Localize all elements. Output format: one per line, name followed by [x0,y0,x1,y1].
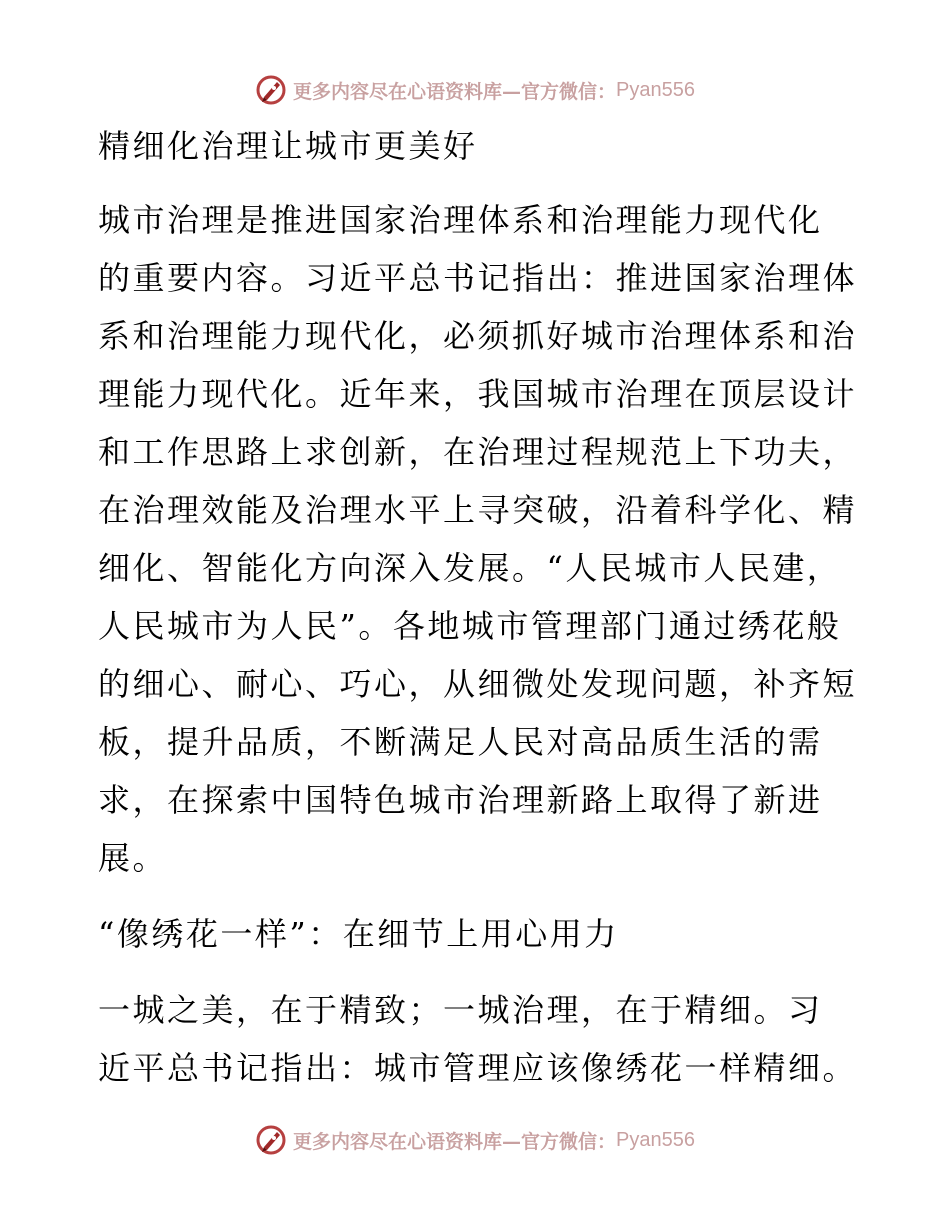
paragraph-line: 理能力现代化。近年来，我国城市治理在顶层设计 [98,375,858,413]
watermark-wechat-id: Pyan556 [616,1128,695,1151]
pen-logo-icon [255,74,287,106]
paragraph-line: 城市治理是推进国家治理体系和治理能力现代化 [98,201,823,239]
section-subheading: “像绣花一样”：在细节上用心用力 [98,915,619,953]
watermark-text: 更多内容尽在心语资料库—官方微信： [293,1130,617,1153]
watermark-text: 更多内容尽在心语资料库—官方微信： [293,80,617,103]
document-title: 精细化治理让城市更美好 [98,127,478,165]
paragraph-line: 展。 [98,839,168,877]
paragraph-line: 在治理效能及治理水平上寻突破，沿着科学化、精 [98,491,858,529]
paragraph-line: 板，提升品质，不断满足人民对高品质生活的需 [98,723,823,761]
watermark-banner-top [0,70,950,110]
paragraph-line: 和工作思路上求创新，在治理过程规范上下功夫， [98,433,858,471]
paragraph-line: 近平总书记指出：城市管理应该像绣花一样精细。 [98,1049,858,1087]
watermark-banner-bottom [0,1120,950,1160]
paragraph-line: 细化、智能化方向深入发展。“人民城市人民建， [98,549,842,587]
pen-logo-icon [255,1124,287,1156]
paragraph-line: 人民城市为人民”。各地城市管理部门通过绣花般 [98,607,842,645]
paragraph-line: 一城之美，在于精致；一城治理，在于精细。习 [98,991,823,1029]
paragraph-line: 系和治理能力现代化，必须抓好城市治理体系和治 [98,317,858,355]
paragraph-line: 的重要内容。习近平总书记指出：推进国家治理体 [98,259,858,297]
watermark-wechat-id: Pyan556 [616,78,695,101]
paragraph-line: 的细心、耐心、巧心，从细微处发现问题，补齐短 [98,665,858,703]
paragraph-line: 求，在探索中国特色城市治理新路上取得了新进 [98,781,823,819]
